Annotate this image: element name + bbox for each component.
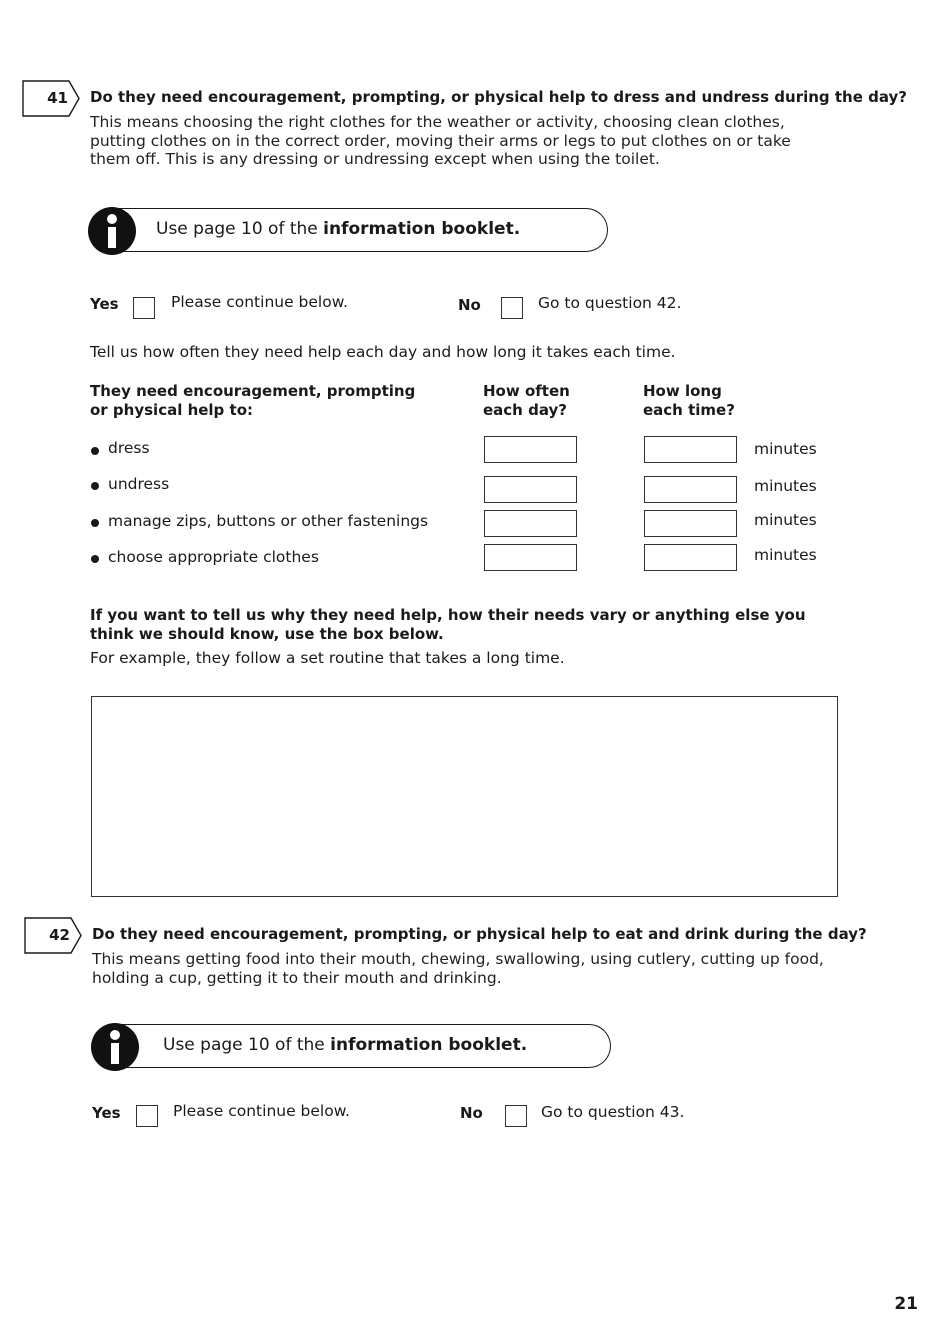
bullet-icon [91,482,99,490]
info-icon [88,207,136,255]
question-description: This means choosing the right clothes for the weather or activity, choosing clean clothes, putting clothes on in the correct order, moving their arms or legs to put clothes on or take them off. This is any dressing or undressing except when using the toilet. [90,113,791,168]
question-number: 42 [49,926,70,944]
info-booklet-link: information booklet. [323,219,521,239]
bullet-icon [91,519,99,527]
info-prefix: Use page 10 of the [163,1035,331,1055]
yes-checkbox[interactable] [136,1105,158,1127]
no-note: Go to question 43. [541,1103,685,1121]
bullet-icon [91,447,99,455]
how-often-field-fastenings[interactable] [484,510,577,537]
help-column-header [90,382,415,420]
frequency-instruction: Tell us how often they need help each day and how long it takes each time. [90,343,676,361]
help-header-line2: or physical help to: [90,401,253,419]
how-long-line1: How long [643,382,722,400]
no-note: Go to question 42. [538,294,682,312]
yes-note: Please continue below. [173,1102,350,1120]
minutes-label: minutes [754,440,817,458]
extra-info-example: For example, they follow a set routine that takes a long time. [90,649,565,667]
no-checkbox[interactable] [505,1105,527,1127]
row-label: manage zips, buttons or other fastenings [108,512,429,530]
no-label: No [460,1104,483,1122]
help-header-line1: They need encouragement, prompting [90,382,416,400]
extra-info-heading: If you want to tell us why they need help, how their needs vary or anything else you think we should know, use the box below. [90,606,806,643]
how-often-line1: How often [483,382,570,400]
question-title: Do they need encouragement, prompting, or physical help to eat and drink during the day? [92,925,867,943]
how-often-field-dress[interactable] [484,436,577,463]
how-long-field-undress[interactable] [644,476,737,503]
how-long-header [643,382,735,420]
info-text [163,1035,527,1055]
question-number: 41 [47,89,68,107]
yes-label: Yes [90,295,119,313]
row-label: choose appropriate clothes [108,548,319,566]
info-text [156,219,520,239]
row-label: undress [108,475,170,493]
question-42 [0,900,950,1140]
info-icon [91,1023,139,1071]
info-prefix: Use page 10 of the [156,219,324,239]
minutes-label: minutes [754,546,817,564]
minutes-label: minutes [754,477,817,495]
page-number: 21 [894,1294,918,1314]
no-checkbox[interactable] [501,297,523,319]
info-booklet-link: information booklet. [330,1035,528,1055]
minutes-label: minutes [754,511,817,529]
question-number-tab [24,917,80,953]
question-number-tab [22,80,78,116]
yes-note: Please continue below. [171,293,348,311]
yes-label: Yes [92,1104,121,1122]
extra-info-textbox[interactable] [91,696,838,897]
how-long-field-fastenings[interactable] [644,510,737,537]
question-description: This means getting food into their mouth, chewing, swallowing, using cutlery, cutting up food, holding a cup, getting it to their mouth and drinking. [92,950,824,987]
how-long-field-clothes[interactable] [644,544,737,571]
how-long-field-dress[interactable] [644,436,737,463]
how-often-header [483,382,570,420]
yes-checkbox[interactable] [133,297,155,319]
how-often-field-undress[interactable] [484,476,577,503]
no-label: No [458,296,481,314]
row-label: dress [108,439,150,457]
bullet-icon [91,555,99,563]
how-often-line2: each day? [483,401,567,419]
how-often-field-clothes[interactable] [484,544,577,571]
how-long-line2: each time? [643,401,735,419]
question-title: Do they need encouragement, prompting, or physical help to dress and undress during the day? [90,88,907,106]
